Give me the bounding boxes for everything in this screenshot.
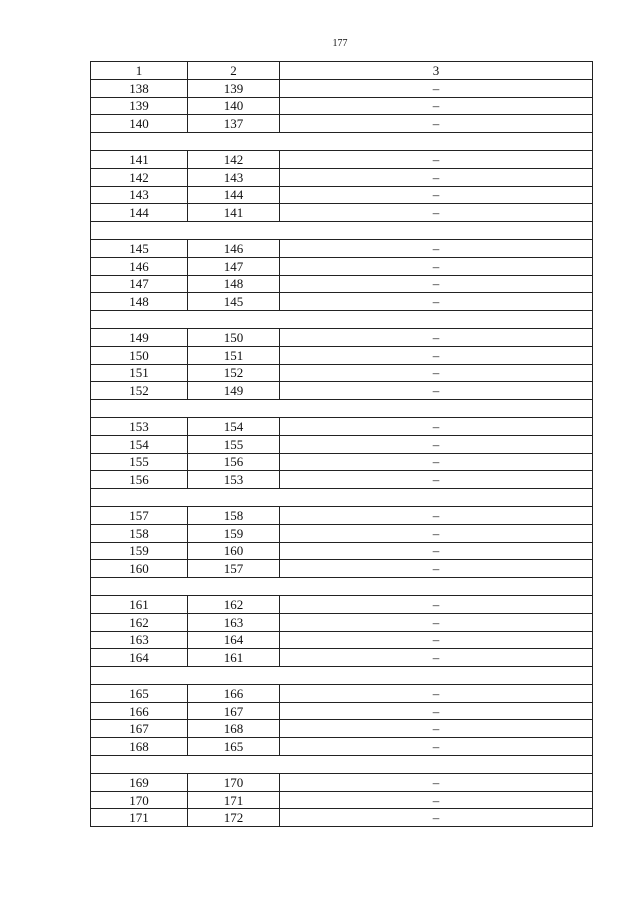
table-cell-col1: 142 xyxy=(91,168,188,186)
table-cell-col1: 165 xyxy=(91,684,188,702)
table-cell-col3: – xyxy=(280,168,593,186)
table-cell-col1: 159 xyxy=(91,542,188,560)
table-row xyxy=(91,542,593,560)
table-row xyxy=(91,204,593,222)
table-cell-col2: 168 xyxy=(188,720,280,738)
separator-cell xyxy=(91,400,593,418)
table-row xyxy=(91,631,593,649)
table-cell-col2: 161 xyxy=(188,649,280,667)
table-row xyxy=(91,328,593,346)
table-cell-col3: – xyxy=(280,595,593,613)
table-cell-col3: – xyxy=(280,738,593,756)
table-cell-col1: 162 xyxy=(91,613,188,631)
table-cell-col3: – xyxy=(280,115,593,133)
table-cell-col2: 160 xyxy=(188,542,280,560)
table-row xyxy=(91,293,593,311)
table-cell-col1: 171 xyxy=(91,809,188,827)
table-row xyxy=(91,257,593,275)
table-cell-col2: 163 xyxy=(188,613,280,631)
table-row xyxy=(91,239,593,257)
table-cell-col1: 145 xyxy=(91,239,188,257)
table-cell-col1: 146 xyxy=(91,257,188,275)
table-cell-col3: – xyxy=(280,186,593,204)
group-separator-row xyxy=(91,667,593,685)
table-cell-col1: 140 xyxy=(91,115,188,133)
table-row xyxy=(91,79,593,97)
page-number: 177 xyxy=(332,38,348,49)
table-cell-col2: 145 xyxy=(188,293,280,311)
table-cell-col3: – xyxy=(280,453,593,471)
table-row xyxy=(91,346,593,364)
table-row xyxy=(91,364,593,382)
group-separator-row xyxy=(91,578,593,596)
group-separator-row xyxy=(91,400,593,418)
table-row xyxy=(91,649,593,667)
table-cell-col3: – xyxy=(280,649,593,667)
table-cell-col2: 144 xyxy=(188,186,280,204)
table-cell-col1: 144 xyxy=(91,204,188,222)
table-cell-col1: 139 xyxy=(91,97,188,115)
separator-cell xyxy=(91,578,593,596)
table-cell-col1: 152 xyxy=(91,382,188,400)
table-cell-col2: 172 xyxy=(188,809,280,827)
table-header-row xyxy=(91,62,593,80)
table-cell-col2: 150 xyxy=(188,328,280,346)
column-header: 3 xyxy=(280,62,593,80)
table-cell-col2: 167 xyxy=(188,702,280,720)
table-row xyxy=(91,417,593,435)
table-cell-col2: 158 xyxy=(188,506,280,524)
table-cell-col2: 166 xyxy=(188,684,280,702)
table-row xyxy=(91,506,593,524)
table-cell-col2: 141 xyxy=(188,204,280,222)
group-separator-row xyxy=(91,133,593,151)
table-row xyxy=(91,275,593,293)
table-row xyxy=(91,773,593,791)
table-cell-col1: 170 xyxy=(91,791,188,809)
table-cell-col2: 156 xyxy=(188,453,280,471)
table-cell-col3: – xyxy=(280,773,593,791)
table-row xyxy=(91,453,593,471)
table-row xyxy=(91,791,593,809)
table-cell-col1: 155 xyxy=(91,453,188,471)
table-cell-col3: – xyxy=(280,435,593,453)
table-row xyxy=(91,435,593,453)
table-cell-col2: 143 xyxy=(188,168,280,186)
table-cell-col3: – xyxy=(280,79,593,97)
table-cell-col1: 141 xyxy=(91,150,188,168)
table-cell-col1: 161 xyxy=(91,595,188,613)
table-row xyxy=(91,115,593,133)
table-cell-col2: 146 xyxy=(188,239,280,257)
table-cell-col2: 157 xyxy=(188,560,280,578)
table-cell-col1: 163 xyxy=(91,631,188,649)
table-cell-col1: 156 xyxy=(91,471,188,489)
table-row xyxy=(91,150,593,168)
table-cell-col3: – xyxy=(280,328,593,346)
table-cell-col1: 157 xyxy=(91,506,188,524)
separator-cell xyxy=(91,311,593,329)
table-cell-col2: 142 xyxy=(188,150,280,168)
table-cell-col1: 138 xyxy=(91,79,188,97)
table-cell-col2: 152 xyxy=(188,364,280,382)
group-separator-row xyxy=(91,756,593,774)
table-row xyxy=(91,684,593,702)
table-row xyxy=(91,186,593,204)
table-cell-col1: 154 xyxy=(91,435,188,453)
table-cell-col1: 150 xyxy=(91,346,188,364)
table-cell-col3: – xyxy=(280,417,593,435)
table-cell-col2: 165 xyxy=(188,738,280,756)
table-cell-col3: – xyxy=(280,471,593,489)
table-cell-col1: 158 xyxy=(91,524,188,542)
separator-cell xyxy=(91,756,593,774)
table-cell-col2: 148 xyxy=(188,275,280,293)
table-cell-col3: – xyxy=(280,560,593,578)
table-cell-col3: – xyxy=(280,239,593,257)
table-cell-col2: 137 xyxy=(188,115,280,133)
table-cell-col2: 151 xyxy=(188,346,280,364)
table-cell-col3: – xyxy=(280,684,593,702)
group-separator-row xyxy=(91,222,593,240)
table-body xyxy=(91,62,593,827)
table-row xyxy=(91,720,593,738)
table-cell-col2: 139 xyxy=(188,79,280,97)
table-cell-col2: 140 xyxy=(188,97,280,115)
table-cell-col2: 162 xyxy=(188,595,280,613)
table-cell-col3: – xyxy=(280,364,593,382)
table-cell-col3: – xyxy=(280,631,593,649)
table-row xyxy=(91,97,593,115)
table-cell-col1: 151 xyxy=(91,364,188,382)
column-header: 1 xyxy=(91,62,188,80)
separator-cell xyxy=(91,489,593,507)
table-cell-col3: – xyxy=(280,97,593,115)
table-row xyxy=(91,595,593,613)
separator-cell xyxy=(91,133,593,151)
table-cell-col3: – xyxy=(280,257,593,275)
table-cell-col3: – xyxy=(280,293,593,311)
table-cell-col2: 154 xyxy=(188,417,280,435)
table-row xyxy=(91,613,593,631)
table-cell-col3: – xyxy=(280,150,593,168)
table-cell-col1: 160 xyxy=(91,560,188,578)
table-cell-col2: 171 xyxy=(188,791,280,809)
table-row xyxy=(91,168,593,186)
table-cell-col1: 167 xyxy=(91,720,188,738)
table-row xyxy=(91,524,593,542)
table-cell-col1: 166 xyxy=(91,702,188,720)
table-cell-col1: 168 xyxy=(91,738,188,756)
table-cell-col2: 149 xyxy=(188,382,280,400)
table-cell-col2: 159 xyxy=(188,524,280,542)
table-cell-col2: 147 xyxy=(188,257,280,275)
table-cell-col3: – xyxy=(280,524,593,542)
table-row xyxy=(91,738,593,756)
group-separator-row xyxy=(91,311,593,329)
table-cell-col3: – xyxy=(280,542,593,560)
table-cell-col1: 149 xyxy=(91,328,188,346)
table-row xyxy=(91,382,593,400)
table-cell-col3: – xyxy=(280,346,593,364)
table-row xyxy=(91,560,593,578)
data-table xyxy=(90,61,593,827)
table-cell-col3: – xyxy=(280,382,593,400)
table-cell-col2: 164 xyxy=(188,631,280,649)
table-cell-col2: 170 xyxy=(188,773,280,791)
table-cell-col3: – xyxy=(280,613,593,631)
table-cell-col1: 169 xyxy=(91,773,188,791)
group-separator-row xyxy=(91,489,593,507)
table-cell-col1: 143 xyxy=(91,186,188,204)
column-header: 2 xyxy=(188,62,280,80)
separator-cell xyxy=(91,667,593,685)
table-row xyxy=(91,702,593,720)
table-cell-col3: – xyxy=(280,702,593,720)
table-cell-col3: – xyxy=(280,506,593,524)
table-row xyxy=(91,471,593,489)
table-cell-col1: 147 xyxy=(91,275,188,293)
table-cell-col3: – xyxy=(280,809,593,827)
table-cell-col3: – xyxy=(280,204,593,222)
table-cell-col1: 164 xyxy=(91,649,188,667)
table-cell-col2: 153 xyxy=(188,471,280,489)
table-cell-col2: 155 xyxy=(188,435,280,453)
table-cell-col3: – xyxy=(280,791,593,809)
table-cell-col1: 148 xyxy=(91,293,188,311)
table-row xyxy=(91,809,593,827)
table-cell-col3: – xyxy=(280,275,593,293)
separator-cell xyxy=(91,222,593,240)
table-cell-col3: – xyxy=(280,720,593,738)
table-cell-col1: 153 xyxy=(91,417,188,435)
